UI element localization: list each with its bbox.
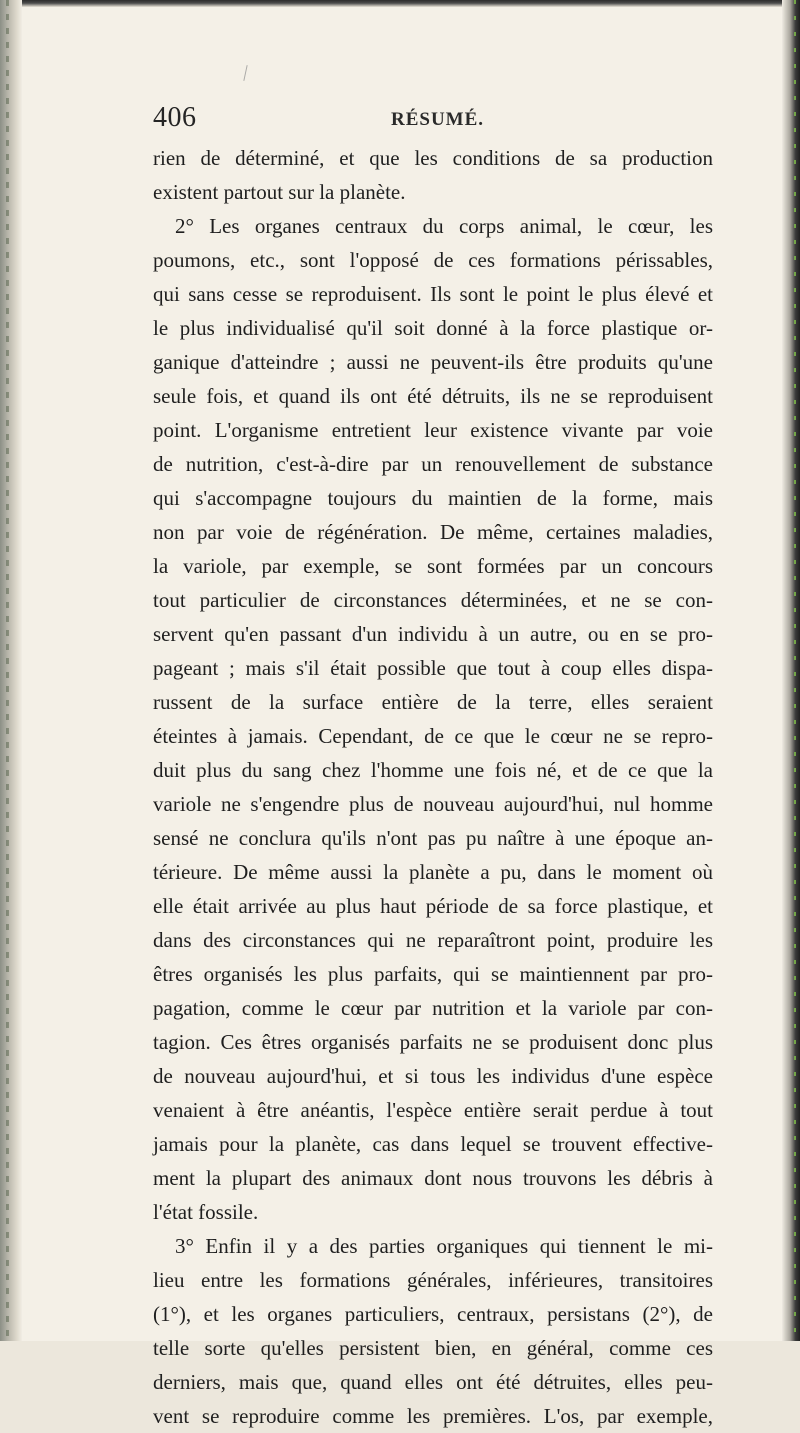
text-line: pageant ; mais s'il était possible que tout à coup elles dispa-	[153, 656, 713, 680]
text-line: térieure. De même aussi la planète a pu, dans le moment où	[153, 860, 713, 884]
text-line: l'état fossile.	[153, 1200, 259, 1224]
text-line: la variole, par exemple, se sont formées par un concours	[153, 554, 713, 578]
text-line: lieu entre les formations générales, inférieures, transitoires	[153, 1268, 713, 1292]
text-line: rien de déterminé, et que les conditions de sa production	[153, 146, 713, 170]
text-line: éteintes à jamais. Cependant, de ce que le cœur ne se repro-	[153, 724, 713, 748]
text-line: de nutrition, c'est-à-dire par un renouvellement de substance	[153, 452, 713, 476]
text-line: poumons, etc., sont l'opposé de ces formations périssables,	[153, 248, 713, 272]
paragraph-start-line: 3° Enfin il y a des parties organiques qui tiennent le mi-	[175, 1234, 713, 1258]
page-header	[153, 102, 713, 138]
text-line: vent se reproduire comme les premières. L'os, par exemple,	[153, 1404, 713, 1428]
running-head: RÉSUMÉ.	[391, 109, 485, 130]
text-line: elle était arrivée au plus haut période de sa force plastique, et	[153, 894, 713, 918]
text-line: dans des circonstances qui ne reparaîtront point, produire les	[153, 928, 713, 952]
text-line: servent qu'en passant d'un individu à un autre, ou en se pro-	[153, 622, 713, 646]
text-line: russent de la surface entière de la terre, elles seraient	[153, 690, 713, 714]
page-right-edge	[782, 0, 800, 1341]
ink-mark	[243, 65, 247, 81]
text-line: (1°), et les organes particuliers, centraux, persistans (2°), de	[153, 1302, 713, 1326]
text-line: derniers, mais que, quand elles ont été détruites, elles peu-	[153, 1370, 713, 1394]
text-line: telle sorte qu'elles persistent bien, en général, comme ces	[153, 1336, 713, 1360]
text-line: jamais pour la planète, cas dans lequel se trouvent effective-	[153, 1132, 713, 1156]
text-line: le plus individualisé qu'il soit donné à la force plastique or-	[153, 316, 713, 340]
text-line: de nouveau aujourd'hui, et si tous les individus d'une espèce	[153, 1064, 713, 1088]
text-line: qui s'accompagne toujours du maintien de la forme, mais	[153, 486, 713, 510]
body-text	[153, 141, 713, 1433]
text-line: tout particulier de circonstances déterminées, et ne se con-	[153, 588, 713, 612]
page-binding-edge	[0, 0, 22, 1341]
text-line: êtres organisés les plus parfaits, qui se maintiennent par pro-	[153, 962, 713, 986]
text-line: non par voie de régénération. De même, certaines maladies,	[153, 520, 713, 544]
text-line: ment la plupart des animaux dont nous trouvons les débris à	[153, 1166, 713, 1190]
text-line: existent partout sur la planète.	[153, 180, 406, 204]
text-line: qui sans cesse se reproduisent. Ils sont le point le plus élevé et	[153, 282, 713, 306]
page-number: 406	[153, 102, 197, 133]
text-line: seule fois, et quand ils ont été détruits, ils ne se reproduisent	[153, 384, 713, 408]
paragraph-start-line: 2° Les organes centraux du corps animal, le cœur, les	[175, 214, 713, 238]
text-line: duit plus du sang chez l'homme une fois né, et de ce que la	[153, 758, 713, 782]
text-line: ganique d'atteindre ; aussi ne peuvent-ils être produits qu'une	[153, 350, 713, 374]
text-line: tagion. Ces êtres organisés parfaits ne se produisent donc plus	[153, 1030, 713, 1054]
text-line: point. L'organisme entretient leur existence vivante par voie	[153, 418, 713, 442]
page-top-edge	[0, 0, 800, 7]
text-line: variole ne s'engendre plus de nouveau aujourd'hui, nul homme	[153, 792, 713, 816]
text-line: venaient à être anéantis, l'espèce entière serait perdue à tout	[153, 1098, 713, 1122]
text-line: sensé ne conclura qu'ils n'ont pas pu naître à une époque an-	[153, 826, 713, 850]
text-line: pagation, comme le cœur par nutrition et la variole par con-	[153, 996, 713, 1020]
